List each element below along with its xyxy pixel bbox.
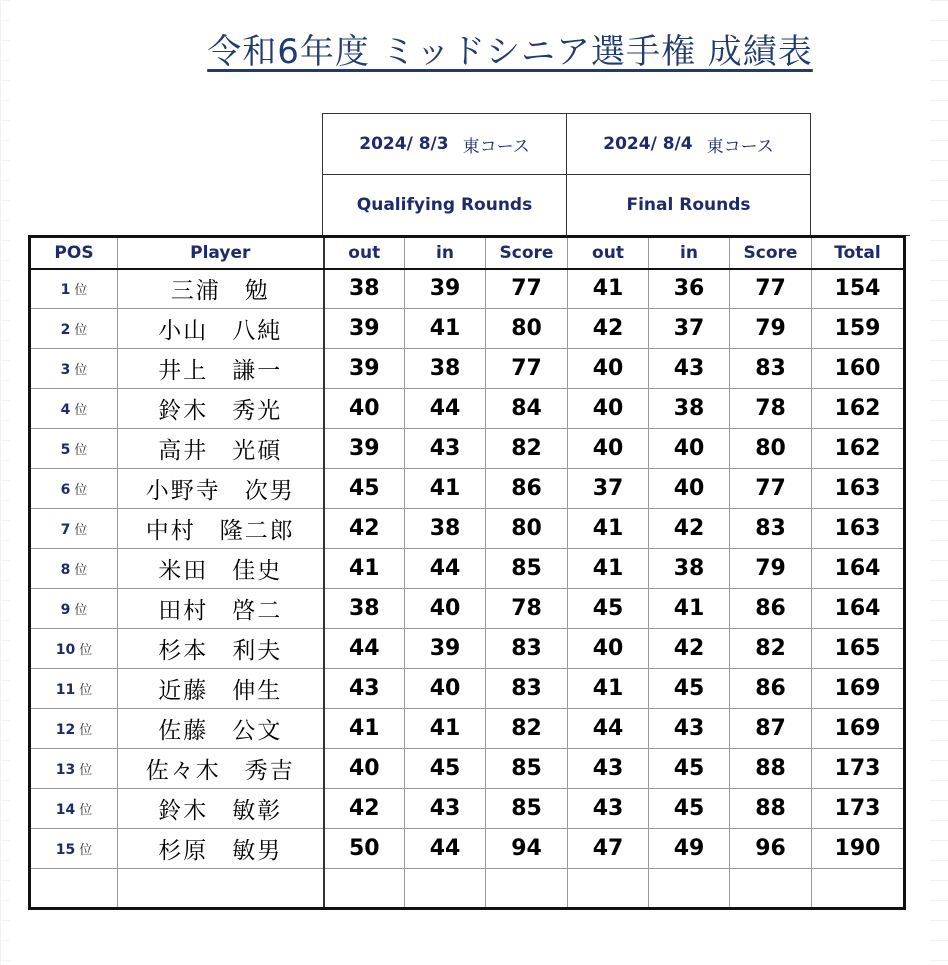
position-number: 6 [60,482,71,498]
column-header-row [30,237,905,269]
qualifying-out-cell: 39 [324,349,405,389]
player-first-name: 利夫 [232,638,283,664]
position-unit: 位 [74,403,88,418]
player-last-name: 杉原 [158,838,209,864]
table-row [30,469,905,509]
position-cell [30,749,118,789]
col-player: Player [118,237,324,269]
final-score-cell: 79 [730,549,812,589]
player-first-name: 光碩 [232,438,283,464]
final-course: 東コース [706,136,774,157]
final-score-cell: 82 [730,629,812,669]
table-row [30,549,905,589]
position-number: 8 [60,562,71,578]
player-last-name: 小山 [158,318,209,344]
table-row [30,389,905,429]
player-last-name: 小野寺 [145,478,221,504]
player-last-name: 三浦 [170,278,221,305]
qualifying-in-cell: 38 [405,509,486,549]
position-number: 5 [60,442,71,458]
qualifying-out-cell: 42 [324,789,405,829]
final-date: 2024/ 8/4 [603,134,693,154]
final-score-cell: 86 [730,669,812,709]
position-unit: 位 [74,523,88,538]
position-number: 4 [60,402,71,418]
final-in-cell: 43 [649,349,730,389]
player-last-name: 高井 [158,438,209,464]
qualifying-score-cell: 80 [486,509,568,549]
empty-cell [730,869,812,909]
player-last-name: 鈴木 [158,798,209,824]
player-cell [118,309,324,349]
final-in-cell: 38 [649,389,730,429]
position-number: 11 [55,682,76,698]
qualifying-score-cell: 83 [486,669,568,709]
final-out-cell: 44 [568,709,649,749]
empty-cell [324,869,405,909]
position-number: 14 [55,802,76,818]
final-score-cell: 83 [730,509,812,549]
qualifying-out-cell: 40 [324,389,405,429]
qualifying-in-cell: 41 [405,709,486,749]
final-out-cell: 37 [568,469,649,509]
position-unit: 位 [74,603,88,618]
total-cell: 162 [812,389,905,429]
table-row [30,309,905,349]
table-row [30,669,905,709]
player-cell [118,269,324,309]
qualifying-score-cell: 85 [486,749,568,789]
player-cell [118,709,324,749]
total-cell: 169 [812,669,905,709]
qualifying-in-cell: 40 [405,669,486,709]
qualifying-in-cell: 38 [405,349,486,389]
player-cell [118,469,324,509]
table-row [30,629,905,669]
player-cell [118,669,324,709]
total-cell: 164 [812,549,905,589]
final-in-cell: 49 [649,829,730,869]
final-score-cell: 86 [730,589,812,629]
qualifying-out-cell: 40 [324,749,405,789]
qualifying-in-cell: 43 [405,789,486,829]
final-in-cell: 37 [649,309,730,349]
empty-row [30,869,905,909]
qualifying-rounds-label: Qualifying Rounds [356,195,533,215]
final-score-cell: 77 [730,469,812,509]
position-number: 3 [60,362,71,378]
final-score-cell: 96 [730,829,812,869]
total-cell: 164 [812,589,905,629]
qualifying-in-cell: 41 [405,469,486,509]
table-row [30,269,905,309]
final-out-cell: 42 [568,309,649,349]
position-unit: 位 [79,723,93,738]
player-last-name: 佐藤 [158,718,209,744]
qualifying-out-cell: 44 [324,629,405,669]
empty-cell [812,869,905,909]
qualifying-rounds-header [322,174,567,236]
qualifying-in-cell: 44 [405,829,486,869]
position-cell [30,389,118,429]
total-cell: 162 [812,429,905,469]
qualifying-course: 東コース [462,136,530,157]
final-score-cell: 78 [730,389,812,429]
player-first-name: 啓二 [232,598,283,624]
table-row [30,429,905,469]
player-cell [118,389,324,429]
empty-cell [30,869,118,909]
final-out-cell: 40 [568,429,649,469]
position-number: 13 [55,762,76,778]
position-number: 9 [60,602,71,618]
position-unit: 位 [74,323,88,338]
col-qualifying-score: Score [486,237,568,269]
position-cell [30,349,118,389]
col-final-out: out [568,237,649,269]
qualifying-score-cell: 85 [486,549,568,589]
qualifying-score-cell: 80 [486,309,568,349]
total-cell: 160 [812,349,905,389]
player-cell [118,349,324,389]
qualifying-score-cell: 82 [486,709,568,749]
total-cell: 190 [812,829,905,869]
final-out-cell: 41 [568,269,649,309]
player-first-name: 勉 [244,278,270,305]
player-cell [118,829,324,869]
page-title: 令和6年度 ミッドシニア選手権 成績表 [207,32,813,72]
final-score-cell: 83 [730,349,812,389]
final-in-cell: 45 [649,669,730,709]
position-unit: 位 [74,443,88,458]
qualifying-date-header [322,113,567,175]
position-number: 2 [60,322,71,338]
player-last-name: 鈴木 [158,398,209,424]
final-out-cell: 41 [568,549,649,589]
final-rounds-header [566,174,811,236]
player-first-name: 次男 [244,478,295,504]
final-score-cell: 87 [730,709,812,749]
col-total: Total [812,237,905,269]
qualifying-out-cell: 39 [324,309,405,349]
final-in-cell: 45 [649,789,730,829]
qualifying-in-cell: 44 [405,389,486,429]
final-in-cell: 43 [649,709,730,749]
results-table [28,235,906,910]
player-cell [118,429,324,469]
player-cell [118,589,324,629]
final-score-cell: 77 [730,269,812,309]
qualifying-out-cell: 41 [324,709,405,749]
qualifying-score-cell: 77 [486,269,568,309]
qualifying-in-cell: 43 [405,429,486,469]
final-score-cell: 88 [730,749,812,789]
position-cell [30,269,118,309]
final-in-cell: 36 [649,269,730,309]
table-row [30,589,905,629]
final-in-cell: 40 [649,469,730,509]
player-last-name: 佐々木 [145,758,221,784]
position-unit: 位 [79,683,93,698]
position-unit: 位 [74,483,88,498]
qualifying-in-cell: 44 [405,549,486,589]
player-last-name: 米田 [158,558,209,584]
final-out-cell: 40 [568,349,649,389]
player-first-name: 敏男 [232,838,283,864]
qualifying-score-cell: 82 [486,429,568,469]
total-cell: 154 [812,269,905,309]
total-cell: 165 [812,629,905,669]
qualifying-out-cell: 39 [324,429,405,469]
final-in-cell: 38 [649,549,730,589]
player-last-name: 近藤 [158,678,209,704]
final-in-cell: 42 [649,509,730,549]
position-cell [30,469,118,509]
player-first-name: 隆二郎 [219,518,295,544]
qualifying-score-cell: 77 [486,349,568,389]
qualifying-out-cell: 38 [324,269,405,309]
qualifying-score-cell: 78 [486,589,568,629]
position-cell [30,589,118,629]
position-number: 10 [55,642,76,658]
qualifying-score-cell: 94 [486,829,568,869]
player-cell [118,749,324,789]
empty-cell [118,869,324,909]
empty-cell [486,869,568,909]
qualifying-out-cell: 43 [324,669,405,709]
position-unit: 位 [74,283,88,299]
position-unit: 位 [79,763,93,778]
final-score-cell: 80 [730,429,812,469]
table-row [30,509,905,549]
position-cell [30,429,118,469]
player-first-name: 伸生 [232,678,283,704]
player-first-name: 謙一 [232,358,283,384]
qualifying-in-cell: 39 [405,629,486,669]
qualifying-in-cell: 39 [405,269,486,309]
total-cell: 159 [812,309,905,349]
position-unit: 位 [79,643,93,658]
col-qualifying-in: in [405,237,486,269]
player-first-name: 秀光 [232,398,283,424]
player-first-name: 佳史 [232,558,283,584]
player-cell [118,549,324,589]
final-out-cell: 43 [568,789,649,829]
col-final-in: in [649,237,730,269]
total-cell: 163 [812,469,905,509]
empty-cell [405,869,486,909]
final-score-cell: 79 [730,309,812,349]
col-pos: POS [30,237,118,269]
position-unit: 位 [74,563,88,578]
final-in-cell: 45 [649,749,730,789]
qualifying-in-cell: 45 [405,749,486,789]
qualifying-out-cell: 38 [324,589,405,629]
player-first-name: 八純 [232,318,283,344]
qualifying-score-cell: 83 [486,629,568,669]
player-last-name: 田村 [158,598,209,624]
final-out-cell: 41 [568,509,649,549]
qualifying-out-cell: 50 [324,829,405,869]
final-in-cell: 42 [649,629,730,669]
player-cell [118,509,324,549]
position-unit: 位 [79,843,93,858]
position-number: 7 [60,522,71,538]
qualifying-out-cell: 45 [324,469,405,509]
player-last-name: 中村 [145,518,196,544]
qualifying-date: 2024/ 8/3 [359,134,449,154]
qualifying-in-cell: 41 [405,309,486,349]
table-row [30,829,905,869]
final-out-cell: 41 [568,669,649,709]
col-final-score: Score [730,237,812,269]
position-cell [30,509,118,549]
total-cell: 173 [812,749,905,789]
player-last-name: 井上 [158,358,209,384]
score-sheet [10,0,930,965]
total-cell: 173 [812,789,905,829]
final-in-cell: 40 [649,429,730,469]
qualifying-out-cell: 42 [324,509,405,549]
qualifying-in-cell: 40 [405,589,486,629]
position-number: 1 [60,282,71,299]
table-row [30,709,905,749]
position-unit: 位 [74,363,88,378]
total-cell: 169 [812,709,905,749]
position-cell [30,829,118,869]
table-row [30,749,905,789]
final-in-cell: 41 [649,589,730,629]
total-header-spacer [810,174,910,236]
position-cell [30,789,118,829]
final-out-cell: 45 [568,589,649,629]
final-out-cell: 40 [568,629,649,669]
position-cell [30,629,118,669]
final-out-cell: 47 [568,829,649,869]
player-first-name: 公文 [232,718,283,744]
position-cell [30,309,118,349]
position-number: 15 [55,842,76,858]
total-cell: 163 [812,509,905,549]
player-cell [118,789,324,829]
table-row [30,349,905,389]
final-date-header [566,113,811,175]
final-out-cell: 40 [568,389,649,429]
position-cell [30,709,118,749]
position-unit: 位 [79,803,93,818]
position-cell [30,549,118,589]
table-row [30,789,905,829]
position-cell [30,669,118,709]
final-rounds-label: Final Rounds [626,195,751,215]
player-first-name: 秀吉 [244,758,295,784]
empty-cell [568,869,649,909]
final-score-cell: 88 [730,789,812,829]
empty-cell [649,869,730,909]
position-number: 12 [55,722,76,738]
qualifying-score-cell: 84 [486,389,568,429]
player-cell [118,629,324,669]
qualifying-out-cell: 41 [324,549,405,589]
final-out-cell: 43 [568,749,649,789]
player-last-name: 杉本 [158,638,209,664]
col-qualifying-out: out [324,237,405,269]
player-first-name: 敏彰 [232,798,283,824]
qualifying-score-cell: 85 [486,789,568,829]
qualifying-score-cell: 86 [486,469,568,509]
